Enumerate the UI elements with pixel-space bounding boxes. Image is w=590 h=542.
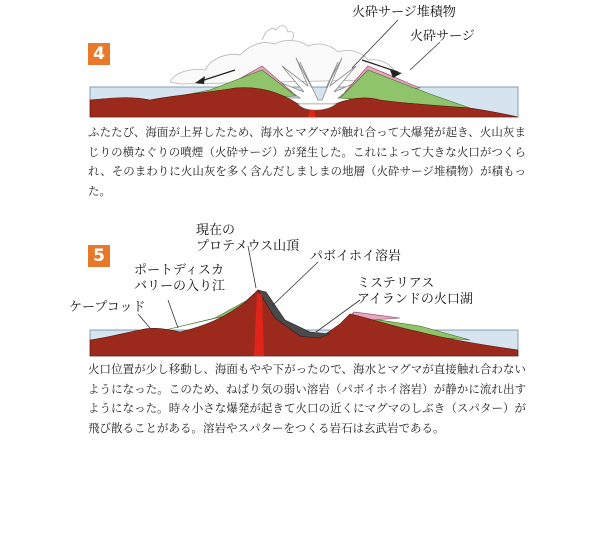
label-current-summit-line2: プロテメウス山頂 [196,239,300,254]
label-pahoehoe-lava: パボイホイ溶岩 [310,249,402,264]
leader-lava [272,262,318,306]
leader-cape [138,314,150,328]
label-pyroclastic-surge: 火砕サージ [410,29,475,44]
label-crater-lake-line2: アイランドの火口湖 [357,292,473,307]
panel-5-description: 火口位置が少し移動し、海面もやや下がったので、海水とマグマが直接触れ合わないようになった。このため、ねばり気の弱い溶岩（パボイホイ溶岩）が静かに流れ出すようになった。時々小さな爆発が起きて火口の近くにマグマのしぶき（スパター）が飛び散ることがある。溶岩やスパターをつくる岩石は玄武岩である。 [88,362,526,435]
label-current-summit-line1: 現在の [196,223,236,238]
label-crater-lake-line1: ミステリアス [357,276,435,291]
label-discovery-inlet-line1: ポートディスカ [134,263,224,278]
step-5-badge: 5 [88,245,110,267]
leader-inlet [168,300,178,328]
panel-4-description: ふたたび、海面が上昇したため、海水とマグマが触れ合って大爆発が起き、火山灰まじりの横なぐりの噴煙（火砕サージ）が発生した。これによって大きな火口がつくられ、そのまわりに火山灰を多く含んだしましまの地層（火砕サージ堆積物）が積もった。 [88,125,526,198]
label-pyroclastic-surge-deposit: 火砕サージ堆積物 [352,5,456,20]
label-discovery-inlet-line2: バリーの入り江 [134,279,226,294]
label-cape-cod: ケープコッド [69,300,146,315]
step-4-badge: 4 [88,43,110,65]
